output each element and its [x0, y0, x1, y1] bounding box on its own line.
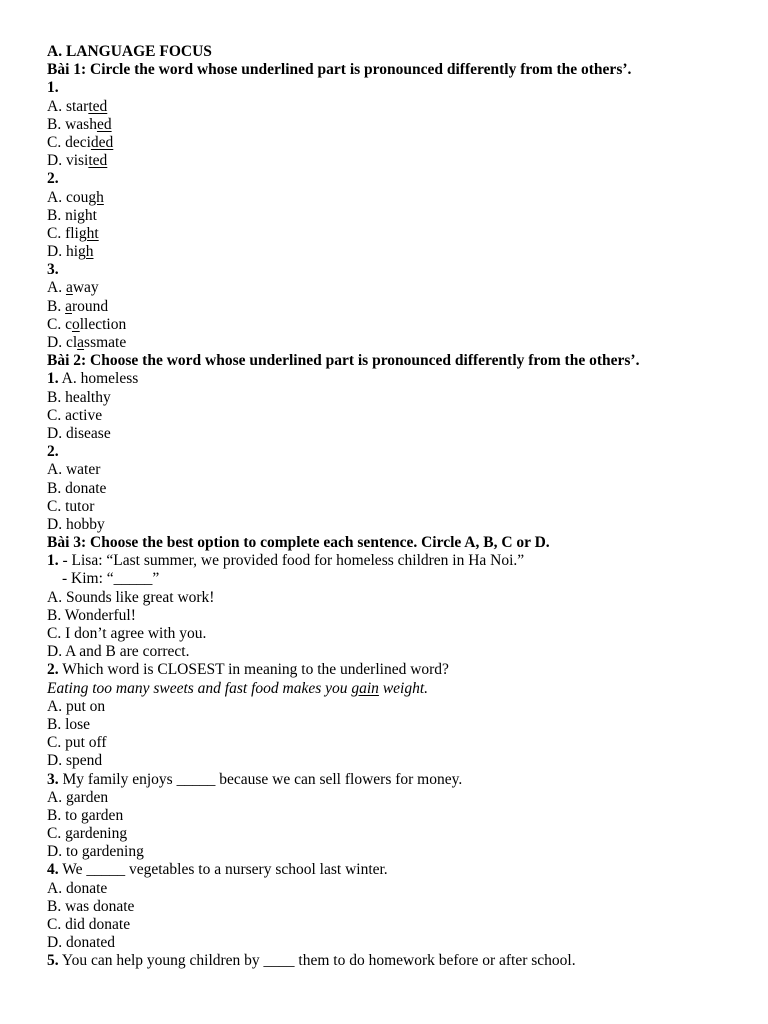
bai1-q1-option-a: A. started: [47, 97, 108, 115]
bai3-q4-option-d: D. donated: [47, 934, 116, 952]
bai1-q2-option-d: D. high: [47, 243, 94, 261]
bai3-q3-number: 3.: [47, 770, 59, 788]
bai2-q1-line: [47, 370, 757, 388]
bai1-q1-option-b: B. washed: [47, 115, 112, 133]
bai1-q3-option-d: D. classmate: [47, 334, 127, 351]
bai3-q2-option-a: A. put on: [47, 697, 106, 715]
bai3-q1-option-c: C. I don’t agree with you.: [47, 625, 207, 642]
bai1-q3-option-b: B. around: [47, 297, 109, 315]
bai2-heading: Bài 2: Choose the word whose underlined part is pronounced differently from the others’.: [47, 352, 640, 370]
bai3-q3-line: 3. My family enjoys _____ because we can sell flowers for money.: [47, 770, 463, 788]
bai3-q2-sentence: Eating too many sweets and fast food makes you gain weight.: [47, 679, 429, 697]
bai1-q2-option-b: B. night: [47, 206, 97, 224]
bai3-q4-line: 4. We _____ vegetables to a nursery school last winter.: [47, 861, 388, 879]
bai3-q4-option-c: C. did donate: [47, 916, 131, 933]
bai2-q1-option-d: D. disease: [47, 424, 111, 442]
bai2-q1-option-b: B. healthy: [47, 388, 111, 406]
bai3-q5-line: 5. You can help young children by ____ them to do homework before or after school.: [47, 952, 576, 970]
bai3-q4-number: 4.: [47, 861, 59, 879]
bai1-q1-number: 1.: [47, 79, 59, 97]
bai3-q3-option-d: D. to gardening: [47, 843, 144, 861]
bai2-q2-option-c: C. tutor: [47, 497, 95, 515]
bai3-q2-line: 2. Which word is CLOSEST in meaning to the underlined word?: [47, 661, 449, 679]
bai3-q2-number: 2.: [47, 661, 59, 679]
bai3-q1-option-a: A. Sounds like great work!: [47, 588, 215, 606]
bai1-q2-option-a: A. cough: [47, 188, 104, 206]
bai3-q3-option-a: A. garden: [47, 788, 109, 806]
bai3-q1-option-d: D. A and B are correct.: [47, 643, 190, 661]
bai1-q3-option-c: C. collection: [47, 315, 127, 333]
bai1-q3-option-a: A. away: [47, 279, 99, 297]
bai3-q5-number: 5.: [47, 952, 59, 970]
bai3-q1-line2: - Kim: “_____”: [62, 570, 160, 588]
bai3-q4-option-b: B. was donate: [47, 897, 135, 915]
bai3-q3-option-c: C. gardening: [47, 825, 128, 843]
bai2-q2-option-b: B. donate: [47, 479, 107, 497]
bai3-q1-option-b: B. Wonderful!: [47, 606, 136, 624]
bai3-q2-option-d: D. spend: [47, 752, 103, 770]
bai1-q1-option-d: D. visited: [47, 152, 108, 170]
bai2-q1-option-c: C. active: [47, 406, 103, 424]
bai3-q1-line1: 1. - Lisa: “Last summer, we provided food for homeless children in Ha Noi.”: [47, 552, 525, 570]
bai2-q2-option-a: A. water: [47, 461, 101, 479]
bai3-q4-option-a: A. donate: [47, 879, 108, 897]
bai3-q2-option-c: C. put off: [47, 734, 107, 752]
bai2-q2-option-d: D. hobby: [47, 515, 105, 533]
worksheet-content: [47, 43, 757, 971]
bai2-q1-option-a: A. homeless: [58, 370, 139, 388]
bai3-q1-number: 1.: [47, 552, 59, 570]
bai3-q3-option-b: B. to garden: [47, 806, 124, 824]
bai1-heading: Bài 1: Circle the word whose underlined part is pronounced differently from the others’.: [47, 61, 632, 79]
bai1-q1-option-c: C. decided: [47, 133, 114, 151]
bai2-q2-number: 2.: [47, 443, 59, 461]
bai3-q2-option-b: B. lose: [47, 715, 91, 733]
bai1-q2-number: 2.: [47, 170, 59, 188]
bai1-q2-option-c: C. flight: [47, 224, 99, 242]
bai1-q3-number: 3.: [47, 261, 59, 279]
bai3-heading: Bài 3: Choose the best option to complete each sentence. Circle A, B, C or D.: [47, 534, 550, 552]
bai3-q2-underlined-word: gain: [351, 679, 379, 697]
section-title: A. LANGUAGE FOCUS: [47, 43, 212, 60]
bai2-q1-number: 1.: [47, 370, 59, 388]
